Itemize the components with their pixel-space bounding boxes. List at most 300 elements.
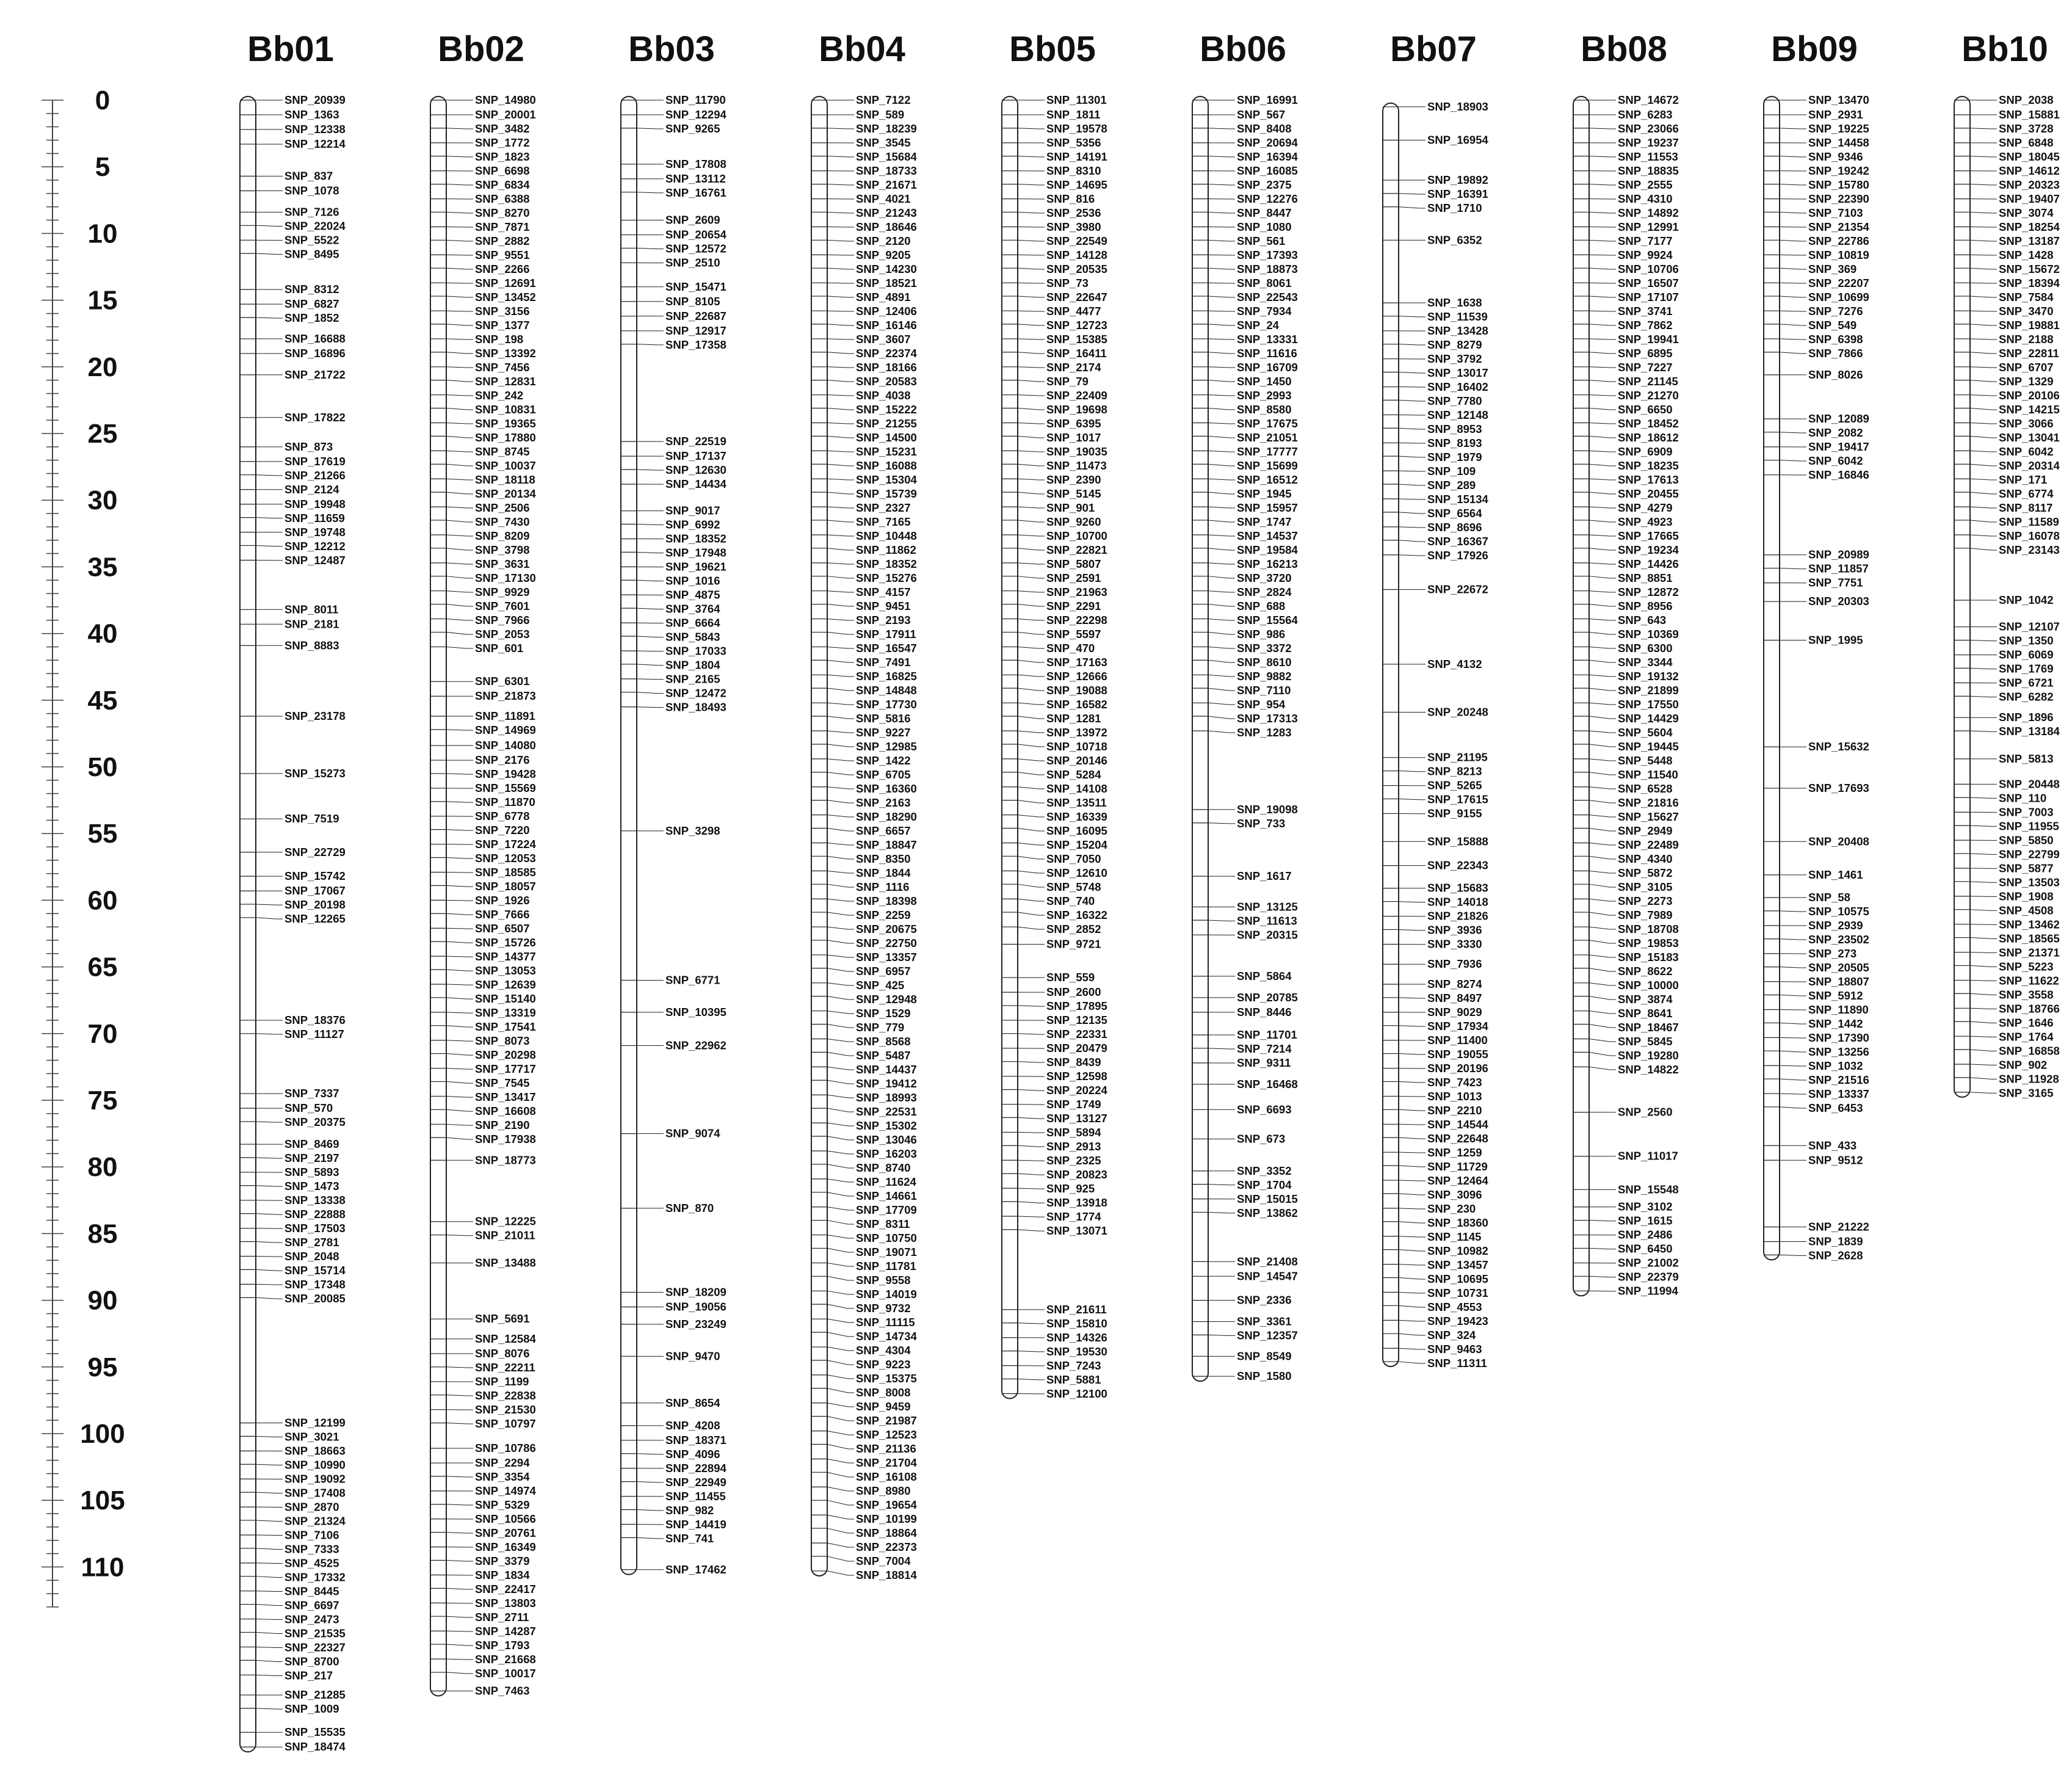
snp-marker-label: SNP_9470 <box>665 1349 720 1363</box>
marker-leader <box>1970 668 1997 669</box>
snp-marker-label: SNP_5356 <box>1046 136 1101 150</box>
marker-leader <box>1589 632 1616 634</box>
snp-marker-label: SNP_16991 <box>1237 93 1298 106</box>
snp-marker-label: SNP_11017 <box>1618 1149 1678 1163</box>
snp-marker-label: SNP_13337 <box>1808 1087 1869 1101</box>
snp-marker-label: SNP_10819 <box>1808 249 1869 262</box>
snp-marker-label: SNP_2038 <box>1999 93 2054 106</box>
snp-marker-label: SNP_5843 <box>665 630 720 644</box>
snp-marker-label: SNP_4525 <box>284 1556 339 1570</box>
snp-marker-label: SNP_13457 <box>1427 1258 1488 1271</box>
marker-leader <box>1589 871 1616 873</box>
snp-marker-label: SNP_18398 <box>856 894 917 908</box>
marker-leader <box>1780 1037 1806 1038</box>
snp-marker-label: SNP_18166 <box>856 361 917 374</box>
marker-leader <box>827 1248 854 1252</box>
snp-marker-label: SNP_986 <box>1237 628 1286 641</box>
marker-leader <box>1589 800 1616 803</box>
chromosome-bb02 <box>430 29 536 1697</box>
snp-marker-label: SNP_11622 <box>1999 974 2059 987</box>
marker-leader <box>256 1535 283 1536</box>
snp-marker-label: SNP_21051 <box>1237 431 1298 444</box>
snp-marker-label: SNP_5691 <box>475 1312 530 1326</box>
snp-marker-label: SNP_21270 <box>1618 389 1679 402</box>
marker-leader <box>827 1123 854 1126</box>
snp-marker-label: SNP_13503 <box>1999 876 2060 889</box>
marker-leader <box>1589 156 1616 157</box>
marker-leader <box>827 324 854 325</box>
snp-marker-label: SNP_8073 <box>475 1034 530 1048</box>
snp-marker-label: SNP_20375 <box>284 1116 346 1129</box>
marker-leader <box>637 636 664 637</box>
snp-marker-label: SNP_23502 <box>1808 933 1869 946</box>
snp-marker-label: SNP_18118 <box>475 473 535 487</box>
marker-leader <box>1018 675 1045 677</box>
snp-marker-label: SNP_14672 <box>1618 93 1679 106</box>
snp-marker-label: SNP_19881 <box>1999 319 2060 332</box>
snp-marker-label: SNP_11311 <box>1427 1356 1487 1370</box>
marker-leader <box>1780 212 1806 213</box>
snp-marker-label: SNP_22729 <box>284 845 346 858</box>
snp-marker-label: SNP_21668 <box>475 1653 536 1666</box>
marker-leader <box>1589 983 1616 985</box>
snp-marker-label: SNP_7456 <box>475 361 530 374</box>
snp-marker-label: SNP_567 <box>1237 108 1286 122</box>
snp-marker-label: SNP_17693 <box>1808 781 1869 794</box>
marker-leader <box>1208 268 1235 269</box>
snp-marker-label: SNP_2053 <box>475 628 530 641</box>
snp-marker-label: SNP_8193 <box>1427 436 1482 449</box>
snp-marker-label: SNP_20314 <box>1999 459 2060 473</box>
marker-leader <box>446 156 473 157</box>
snp-marker-label: SNP_4132 <box>1427 657 1482 670</box>
snp-marker-label: SNP_19280 <box>1618 1049 1679 1062</box>
snp-marker-label: SNP_11539 <box>1427 310 1488 323</box>
snp-marker-label: SNP_7491 <box>856 656 911 669</box>
marker-leader <box>827 1207 854 1210</box>
snp-marker-label: SNP_16339 <box>1046 810 1107 824</box>
marker-leader <box>637 664 664 666</box>
snp-marker-label: SNP_20224 <box>1046 1084 1107 1097</box>
snp-marker-label: SNP_20654 <box>665 228 726 241</box>
snp-marker-label: SNP_18254 <box>1999 220 2060 234</box>
marker-leader <box>446 998 473 999</box>
marker-leader <box>1018 212 1045 213</box>
marker-leader <box>1589 492 1616 494</box>
scale-label: 105 <box>80 1486 125 1516</box>
snp-marker-label: SNP_12212 <box>284 539 346 553</box>
snp-marker-label: SNP_2591 <box>1046 571 1101 585</box>
snp-marker-label: SNP_5912 <box>1808 989 1863 1003</box>
snp-marker-label: SNP_13071 <box>1046 1224 1107 1238</box>
snp-marker-label: SNP_6453 <box>1808 1101 1863 1115</box>
marker-leader <box>827 1052 854 1056</box>
marker-leader <box>446 212 473 213</box>
marker-leader <box>1018 128 1045 129</box>
snp-marker-label: SNP_15471 <box>665 280 726 293</box>
snp-marker-label: SNP_14848 <box>856 684 917 697</box>
snp-marker-label: SNP_13046 <box>856 1133 917 1147</box>
snp-marker-label: SNP_11994 <box>1618 1284 1678 1297</box>
marker-leader <box>1208 212 1235 213</box>
snp-marker-label: SNP_7519 <box>284 812 339 825</box>
marker-leader <box>827 899 854 901</box>
marker-leader <box>1018 367 1045 368</box>
snp-marker-label: SNP_8745 <box>475 445 530 459</box>
marker-leader <box>1018 899 1045 901</box>
snp-marker-label: SNP_17067 <box>284 884 346 898</box>
snp-marker-label: SNP_12985 <box>856 740 917 753</box>
scale-label: 95 <box>87 1352 118 1382</box>
snp-marker-label: SNP_1615 <box>1618 1214 1673 1227</box>
snp-marker-label: SNP_7866 <box>1808 347 1863 360</box>
marker-leader <box>446 548 473 550</box>
snp-marker-label: SNP_10369 <box>1618 628 1679 641</box>
snp-marker-label: SNP_9227 <box>856 726 911 739</box>
marker-leader <box>1018 156 1045 157</box>
snp-marker-label: SNP_15699 <box>1237 459 1298 473</box>
snp-marker-label: SNP_8279 <box>1427 338 1482 351</box>
snp-marker-label: SNP_18290 <box>856 810 917 824</box>
marker-leader <box>1208 451 1235 452</box>
marker-leader <box>1970 1021 1997 1023</box>
snp-marker-label: SNP_643 <box>1618 614 1667 627</box>
snp-marker-label: SNP_16582 <box>1046 698 1107 711</box>
marker-leader <box>637 344 664 345</box>
snp-marker-label: SNP_7004 <box>856 1555 911 1568</box>
marker-leader <box>1780 240 1806 241</box>
snp-marker-label: SNP_3874 <box>1618 993 1673 1006</box>
snp-marker-label: SNP_3105 <box>1618 880 1673 894</box>
snp-marker-label: SNP_21011 <box>475 1228 535 1242</box>
snp-marker-label: SNP_14537 <box>1237 529 1298 543</box>
snp-marker-label: SNP_109 <box>1427 464 1476 477</box>
snp-marker-label: SNP_873 <box>284 440 333 453</box>
marker-leader <box>1970 896 1997 897</box>
chromosome-bb03 <box>621 29 726 1576</box>
marker-leader <box>256 1619 283 1620</box>
marker-leader <box>1970 492 1997 494</box>
snp-marker-label: SNP_3379 <box>475 1555 530 1568</box>
marker-leader <box>1970 825 1997 826</box>
marker-leader <box>1970 184 1997 185</box>
chromosome-bar <box>1764 96 1780 1260</box>
marker-leader <box>446 1235 473 1236</box>
snp-marker-label: SNP_9311 <box>1237 1056 1291 1069</box>
snp-marker-label: SNP_18239 <box>856 122 917 136</box>
marker-leader <box>1018 828 1045 831</box>
chromosome-bar <box>1002 96 1018 1398</box>
marker-leader <box>1018 352 1045 354</box>
snp-marker-label: SNP_11790 <box>665 93 726 106</box>
marker-leader <box>446 1395 473 1396</box>
snp-marker-label: SNP_20248 <box>1427 705 1488 719</box>
snp-marker-label: SNP_21222 <box>1808 1220 1869 1233</box>
snp-marker-label: SNP_22799 <box>1999 847 2060 861</box>
marker-leader <box>1970 640 1997 641</box>
snp-marker-label: SNP_14377 <box>475 950 536 963</box>
snp-marker-label: SNP_20408 <box>1808 835 1869 848</box>
snp-marker-label: SNP_12487 <box>284 553 346 567</box>
snp-marker-label: SNP_19530 <box>1046 1344 1107 1358</box>
marker-leader <box>1208 479 1235 480</box>
marker-leader <box>446 1616 473 1617</box>
marker-leader <box>1589 604 1616 606</box>
snp-marker-label: SNP_4508 <box>1999 904 2054 917</box>
snp-marker-label: SNP_6909 <box>1618 445 1673 459</box>
marker-leader <box>827 1388 854 1393</box>
snp-marker-label: SNP_1945 <box>1237 487 1292 501</box>
marker-leader <box>1208 619 1235 620</box>
snp-marker-label: SNP_16078 <box>1999 529 2060 543</box>
snp-marker-label: SNP_837 <box>284 169 333 183</box>
snp-marker-label: SNP_15134 <box>1427 492 1488 506</box>
snp-marker-label: SNP_19417 <box>1808 440 1869 453</box>
marker-leader <box>1780 939 1806 940</box>
marker-leader <box>827 1095 854 1098</box>
marker-leader <box>827 1151 854 1154</box>
snp-marker-label: SNP_18814 <box>856 1569 917 1582</box>
snp-marker-label: SNP_11659 <box>284 511 345 524</box>
marker-leader <box>446 240 473 241</box>
snp-marker-label: SNP_12691 <box>475 277 536 290</box>
marker-leader <box>1208 380 1235 382</box>
snp-marker-label: SNP_9551 <box>475 249 530 262</box>
snp-marker-label: SNP_4891 <box>856 291 911 304</box>
marker-leader <box>1589 324 1616 325</box>
snp-marker-label: SNP_17613 <box>1618 473 1679 487</box>
snp-marker-label: SNP_13862 <box>1237 1206 1298 1219</box>
marker-leader <box>1970 548 1997 550</box>
snp-marker-label: SNP_21195 <box>1427 750 1488 764</box>
snp-marker-label: SNP_3354 <box>475 1470 530 1484</box>
snp-marker-label: SNP_2852 <box>1046 923 1101 936</box>
snp-marker-label: SNP_13184 <box>1999 725 2060 738</box>
chromosome-bar <box>1573 96 1589 1296</box>
marker-leader <box>827 128 854 129</box>
marker-leader <box>827 408 854 410</box>
snp-marker-label: SNP_14969 <box>475 724 536 737</box>
snp-marker-label: SNP_2939 <box>1808 919 1863 932</box>
marker-leader <box>827 1417 854 1421</box>
snp-marker-label: SNP_20505 <box>1808 961 1869 974</box>
marker-leader <box>446 535 473 536</box>
scale-label: 50 <box>87 752 118 782</box>
snp-marker-label: SNP_12917 <box>665 324 726 337</box>
marker-leader <box>1208 660 1235 662</box>
snp-marker-label: SNP_1283 <box>1237 726 1292 739</box>
snp-marker-label: SNP_4477 <box>1046 305 1101 318</box>
snp-marker-label: SNP_1823 <box>475 150 530 164</box>
snp-marker-label: SNP_8980 <box>856 1484 911 1498</box>
marker-leader <box>1970 797 1997 798</box>
snp-marker-label: SNP_1834 <box>475 1569 530 1582</box>
marker-leader <box>1018 1145 1045 1147</box>
snp-marker-label: SNP_21671 <box>856 178 917 192</box>
snp-marker-label: SNP_3470 <box>1999 305 2054 318</box>
snp-marker-label: SNP_12464 <box>1427 1174 1488 1187</box>
marker-leader <box>1399 1222 1425 1223</box>
snp-marker-label: SNP_8076 <box>475 1346 530 1360</box>
snp-marker-label: SNP_1377 <box>475 319 530 332</box>
snp-marker-label: SNP_16507 <box>1618 277 1679 290</box>
snp-marker-label: SNP_12135 <box>1046 1014 1107 1027</box>
marker-leader <box>827 1039 854 1042</box>
marker-leader <box>827 632 854 634</box>
snp-marker-label: SNP_5284 <box>1046 768 1101 782</box>
snp-marker-label: SNP_7214 <box>1237 1042 1292 1055</box>
marker-leader <box>256 904 283 905</box>
marker-leader <box>1589 451 1616 452</box>
marker-leader <box>1018 576 1045 578</box>
snp-marker-label: SNP_10575 <box>1808 905 1869 918</box>
snp-marker-label: SNP_3021 <box>284 1430 339 1443</box>
marker-leader <box>1970 952 1997 953</box>
snp-marker-label: SNP_1428 <box>1999 249 2054 262</box>
snp-marker-label: SNP_925 <box>1046 1182 1095 1196</box>
marker-leader <box>827 576 854 578</box>
snp-marker-label: SNP_14191 <box>1046 150 1107 164</box>
chromosome-bar <box>240 96 256 1752</box>
snp-marker-label: SNP_6395 <box>1046 417 1101 430</box>
snp-marker-label: SNP_13338 <box>284 1194 346 1207</box>
marker-leader <box>1018 800 1045 803</box>
snp-marker-label: SNP_6834 <box>475 178 530 192</box>
marker-leader <box>1589 128 1616 129</box>
snp-marker-label: SNP_22687 <box>665 309 726 322</box>
snp-marker-label: SNP_19853 <box>1618 937 1679 950</box>
marker-leader <box>446 520 473 522</box>
snp-marker-label: SNP_11781 <box>856 1260 916 1273</box>
snp-marker-label: SNP_7780 <box>1427 394 1482 407</box>
snp-marker-label: SNP_2375 <box>1237 178 1292 192</box>
snp-marker-label: SNP_7871 <box>475 220 530 234</box>
snp-marker-label: SNP_8445 <box>284 1584 339 1598</box>
snp-marker-label: SNP_11115 <box>856 1316 915 1329</box>
marker-leader <box>1589 647 1616 648</box>
chromosome-bar <box>621 96 637 1575</box>
snp-marker-label: SNP_273 <box>1808 947 1857 960</box>
marker-leader <box>1399 456 1425 457</box>
snp-marker-label: SNP_16547 <box>856 642 917 655</box>
marker-leader <box>1970 535 1997 536</box>
marker-leader <box>827 1571 854 1575</box>
chromosome-bb10 <box>1954 29 2060 1099</box>
marker-leader <box>1018 632 1045 634</box>
snp-marker-label: SNP_9451 <box>856 600 911 613</box>
snp-marker-label: SNP_19428 <box>475 767 536 781</box>
snp-marker-label: SNP_2190 <box>475 1119 530 1132</box>
marker-leader <box>1970 464 1997 466</box>
snp-marker-label: SNP_19948 <box>284 497 346 510</box>
snp-marker-label: SNP_740 <box>1046 894 1095 908</box>
snp-marker-label: SNP_1078 <box>284 184 339 197</box>
snp-marker-label: SNP_22821 <box>1046 543 1107 557</box>
snp-marker-label: SNP_4553 <box>1427 1300 1482 1313</box>
snp-marker-label: SNP_18993 <box>856 1091 917 1105</box>
marker-leader <box>1589 436 1616 438</box>
snp-marker-label: SNP_13972 <box>1046 726 1107 739</box>
snp-marker-label: SNP_1704 <box>1237 1178 1292 1191</box>
snp-marker-label: SNP_12639 <box>475 978 536 992</box>
snp-marker-label: SNP_13319 <box>475 1006 536 1020</box>
snp-marker-label: SNP_982 <box>665 1503 714 1517</box>
scale-label: 25 <box>87 419 118 449</box>
snp-marker-label: SNP_19621 <box>665 560 726 573</box>
snp-marker-label: SNP_10695 <box>1427 1272 1488 1285</box>
snp-marker-label: SNP_18452 <box>1618 417 1679 430</box>
snp-marker-label: SNP_22888 <box>284 1208 346 1221</box>
marker-leader <box>1018 843 1045 845</box>
snp-marker-label: SNP_1839 <box>1808 1235 1863 1248</box>
marker-leader <box>1018 619 1045 620</box>
marker-leader <box>1589 367 1616 368</box>
marker-leader <box>1780 1107 1806 1108</box>
marker-leader <box>446 1560 473 1561</box>
snp-marker-label: SNP_13417 <box>475 1090 536 1104</box>
snp-marker-label: SNP_2197 <box>284 1152 339 1165</box>
snp-marker-label: SNP_21324 <box>284 1514 346 1528</box>
snp-marker-label: SNP_1804 <box>665 658 720 672</box>
marker-leader <box>1399 512 1425 513</box>
marker-leader <box>1589 787 1616 789</box>
marker-leader <box>827 1332 854 1337</box>
snp-marker-label: SNP_19407 <box>1999 192 2060 206</box>
marker-leader <box>446 1026 473 1027</box>
snp-marker-label: SNP_5864 <box>1237 969 1292 982</box>
snp-marker-label: SNP_10750 <box>856 1232 917 1245</box>
marker-leader <box>446 1124 473 1125</box>
snp-marker-label: SNP_11891 <box>475 709 535 723</box>
marker-leader <box>1589 703 1616 705</box>
snp-marker-label: SNP_15140 <box>475 992 536 1006</box>
snp-marker-label: SNP_20448 <box>1999 777 2060 791</box>
snp-marker-label: SNP_1908 <box>1999 890 2054 903</box>
snp-marker-label: SNP_8310 <box>1046 164 1101 178</box>
snp-marker-label: SNP_14437 <box>856 1063 917 1076</box>
snp-marker-label: SNP_17709 <box>856 1203 917 1217</box>
snp-marker-label: SNP_6664 <box>665 616 720 630</box>
snp-marker-label: SNP_1638 <box>1427 296 1482 309</box>
marker-leader <box>1208 591 1235 592</box>
marker-leader <box>1018 1230 1045 1231</box>
marker-leader <box>256 1548 283 1550</box>
marker-leader <box>1780 156 1806 157</box>
snp-marker-label: SNP_19088 <box>1046 684 1107 697</box>
snp-marker-label: SNP_6069 <box>1999 648 2054 661</box>
snp-marker-label: SNP_8700 <box>284 1655 339 1668</box>
snp-marker-label: SNP_11455 <box>665 1489 726 1503</box>
snp-marker-label: SNP_1811 <box>1046 108 1101 122</box>
snp-marker-label: SNP_19412 <box>856 1077 917 1090</box>
marker-leader <box>1208 920 1235 921</box>
snp-marker-label: SNP_12265 <box>284 912 346 926</box>
snp-marker-label: SNP_20146 <box>1046 754 1107 767</box>
snp-marker-label: SNP_12831 <box>475 375 536 388</box>
marker-leader <box>1208 563 1235 564</box>
marker-leader <box>256 475 283 476</box>
marker-leader <box>446 352 473 354</box>
snp-marker-label: SNP_5329 <box>475 1498 530 1512</box>
marker-leader <box>827 1136 854 1140</box>
snp-marker-label: SNP_14429 <box>1618 712 1679 725</box>
snp-marker-label: SNP_17675 <box>1237 417 1298 430</box>
marker-leader <box>446 1012 473 1013</box>
snp-marker-label: SNP_24 <box>1237 319 1279 332</box>
marker-leader <box>1589 184 1616 185</box>
snp-marker-label: SNP_17822 <box>284 410 346 424</box>
snp-marker-label: SNP_3330 <box>1427 937 1482 951</box>
